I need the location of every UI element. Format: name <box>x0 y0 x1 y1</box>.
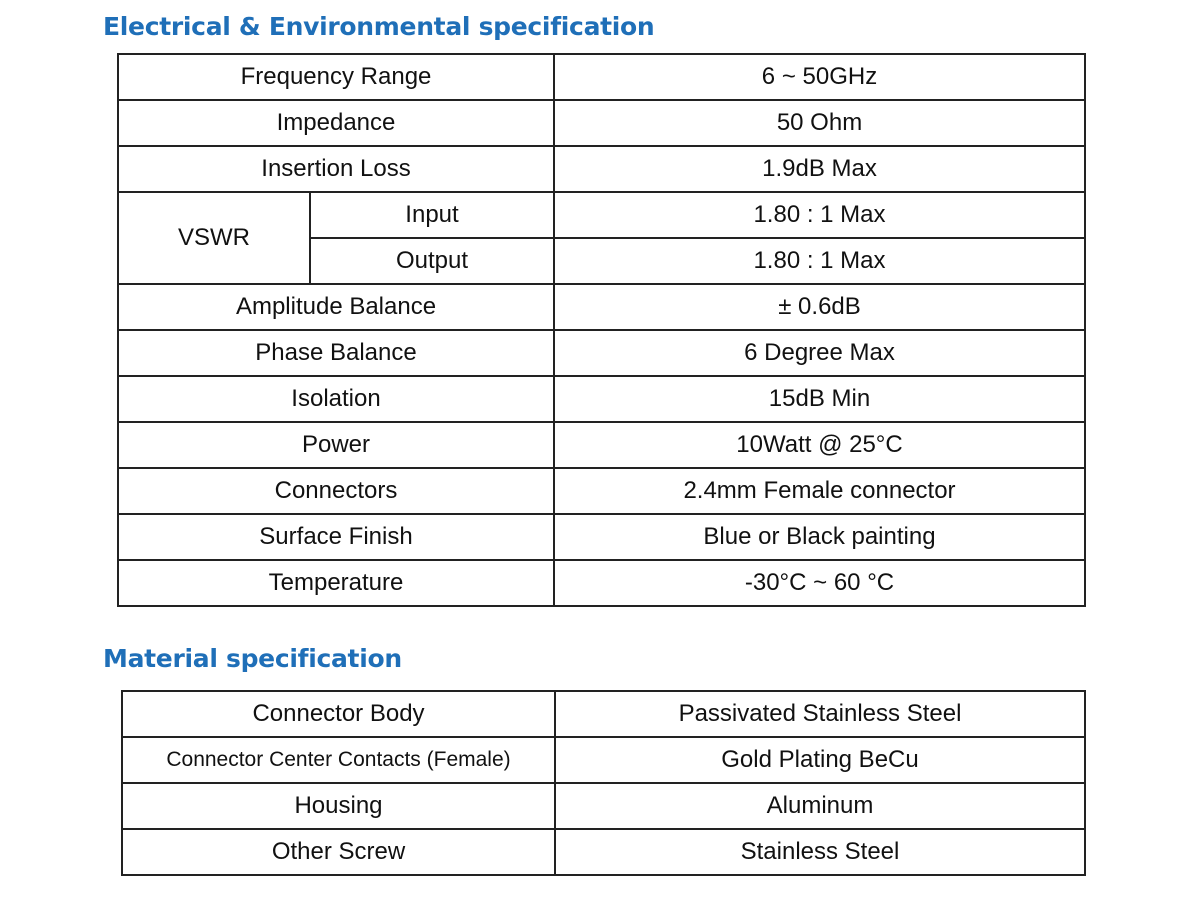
vswr-input-label: Input <box>310 192 554 238</box>
material-spec-table <box>121 690 1086 876</box>
table-row <box>122 783 1085 829</box>
table-row <box>118 146 1085 192</box>
table-row <box>122 691 1085 737</box>
value-cell: 6 Degree Max <box>554 330 1085 376</box>
table-row <box>118 514 1085 560</box>
value-cell: ± 0.6dB <box>554 284 1085 330</box>
param-cell: Insertion Loss <box>118 146 554 192</box>
table-row <box>122 829 1085 875</box>
value-cell: Gold Plating BeCu <box>555 737 1085 783</box>
param-cell: Temperature <box>118 560 554 606</box>
value-cell: Blue or Black painting <box>554 514 1085 560</box>
param-cell: Frequency Range <box>118 54 554 100</box>
table-row <box>118 284 1085 330</box>
param-cell: Housing <box>122 783 555 829</box>
value-cell: Aluminum <box>555 783 1085 829</box>
table-row <box>118 468 1085 514</box>
value-cell: 50 Ohm <box>554 100 1085 146</box>
param-cell: Other Screw <box>122 829 555 875</box>
value-cell: 10Watt @ 25°C <box>554 422 1085 468</box>
param-cell: Surface Finish <box>118 514 554 560</box>
value-cell: 15dB Min <box>554 376 1085 422</box>
param-cell: Connector Center Contacts (Female) <box>122 737 555 783</box>
vswr-output-value: 1.80 : 1 Max <box>554 238 1085 284</box>
vswr-input-value: 1.80 : 1 Max <box>554 192 1085 238</box>
value-cell: Passivated Stainless Steel <box>555 691 1085 737</box>
param-cell: Connectors <box>118 468 554 514</box>
param-cell: Isolation <box>118 376 554 422</box>
param-cell: Connector Body <box>122 691 555 737</box>
param-cell: Phase Balance <box>118 330 554 376</box>
electrical-spec-title: Electrical & Environmental specification <box>103 12 655 41</box>
param-cell: Amplitude Balance <box>118 284 554 330</box>
table-row <box>118 54 1085 100</box>
material-spec-title: Material specification <box>103 644 402 673</box>
value-cell: 2.4mm Female connector <box>554 468 1085 514</box>
table-row <box>118 192 1085 238</box>
value-cell: 6 ~ 50GHz <box>554 54 1085 100</box>
param-cell: Impedance <box>118 100 554 146</box>
vswr-label-cell: VSWR <box>118 192 310 284</box>
param-cell: Power <box>118 422 554 468</box>
table-row <box>118 560 1085 606</box>
table-row <box>118 100 1085 146</box>
vswr-output-label: Output <box>310 238 554 284</box>
electrical-spec-table <box>117 53 1086 607</box>
value-cell: -30°C ~ 60 °C <box>554 560 1085 606</box>
value-cell: Stainless Steel <box>555 829 1085 875</box>
table-row <box>118 330 1085 376</box>
value-cell: 1.9dB Max <box>554 146 1085 192</box>
table-row <box>118 376 1085 422</box>
table-row <box>118 422 1085 468</box>
table-row <box>122 737 1085 783</box>
